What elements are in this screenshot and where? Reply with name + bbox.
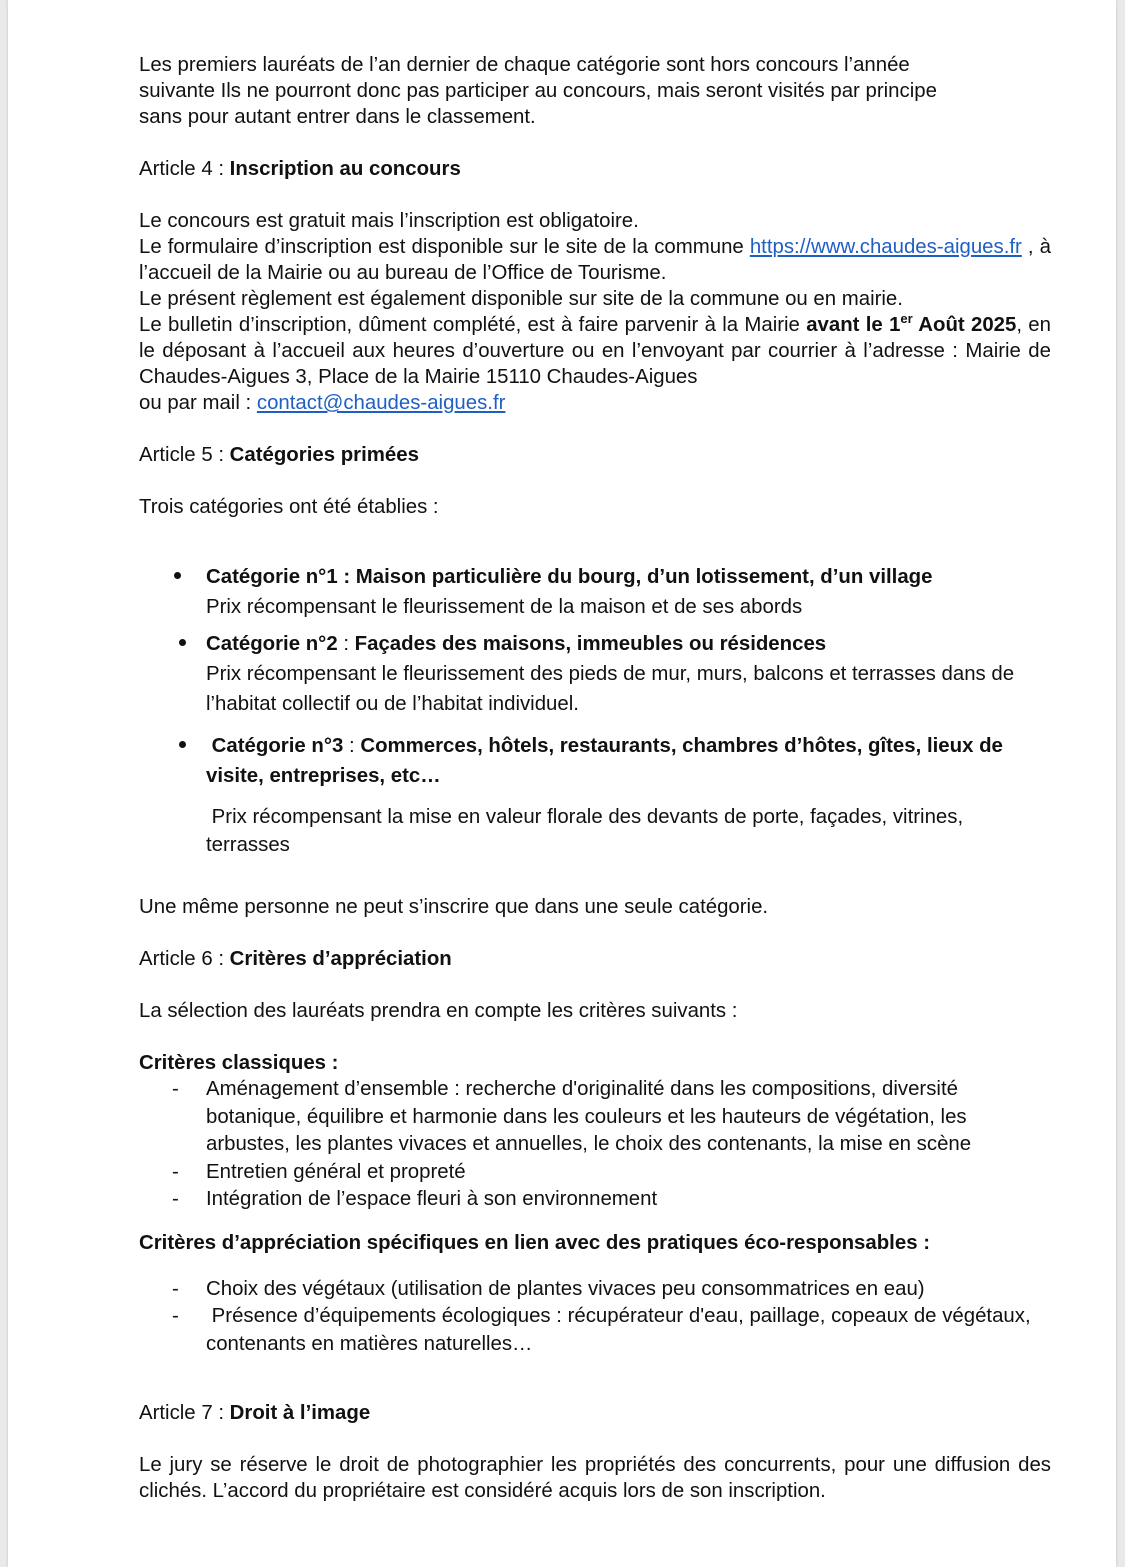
article-7-heading: [139, 1400, 1051, 1426]
article-6-heading: [139, 946, 1051, 972]
article-4-paragraph-5: [139, 390, 1051, 416]
article-5-heading: [139, 442, 1051, 468]
bullet-icon: [179, 741, 186, 748]
criterion-text: Présence d’équipements écologiques : récupérateur d'eau, paillage, copeaux de végétaux, contenants en matières naturelles…: [206, 1305, 1037, 1355]
article-4-paragraph-3: Le présent règlement est également disponible sur site de la commune ou en mairie.: [139, 288, 903, 310]
dash-icon: -: [172, 1188, 179, 1210]
document-content: [139, 52, 1051, 1504]
list-item: [139, 1303, 1051, 1358]
article-4-p2-after: , à l’accueil de la Mairie ou au bureau de l’Office de Tourisme.: [139, 236, 1051, 284]
category-2-title: Catégorie n°2 : Façades des maisons, immeubles ou résidences: [206, 633, 827, 655]
criterion-text: Choix des végétaux (utilisation de plantes vivaces peu consommatrices en eau): [206, 1277, 925, 1300]
classic-criteria-list: [139, 1076, 1051, 1214]
article-6-title: Critères d’appréciation: [229, 948, 452, 970]
article-4-paragraph-2: [139, 234, 1051, 286]
criterion-text: Aménagement d’ensemble : recherche d'originalité dans les compositions, diversité botanique, équilibre et harmonie dans les couleurs et les hauteurs de végétation, les arbustes, les plantes vivaces et annuelles, le choix des contenants, la mise en scène: [206, 1078, 972, 1155]
intro-line-2: suivante Ils ne pourront donc pas participer au concours, mais seront visités par principe: [139, 80, 937, 102]
article-7-title: Droit à l’image: [229, 1402, 371, 1424]
commune-website-link[interactable]: https://www.chaudes-aigues.fr: [749, 236, 1022, 258]
article-4-paragraph-1: Le concours est gratuit mais l’inscription est obligatoire.: [139, 210, 639, 232]
article-6-intro: La sélection des lauréats prendra en compte les critères suivants :: [139, 1000, 738, 1022]
bullet-icon: [174, 572, 181, 579]
article-5-title: Catégories primées: [229, 444, 419, 466]
criterion-text: Entretien général et propreté: [206, 1160, 466, 1183]
article-4-title: Inscription au concours: [229, 158, 461, 180]
list-item: [139, 562, 1051, 622]
article-4-p5-text: ou par mail :: [139, 392, 257, 414]
dash-icon: -: [172, 1078, 179, 1100]
dash-icon: -: [172, 1305, 179, 1327]
dash-icon: -: [172, 1277, 179, 1300]
article-4-p4-text: Le bulletin d’inscription, dûment complété, est à faire parvenir à la Mairie: [139, 314, 807, 336]
list-item: [139, 1076, 1051, 1159]
bullet-icon: [179, 639, 186, 646]
article-4-p2-text: Le formulaire d’inscription est disponible sur le site de la commune: [139, 236, 750, 258]
list-item: [139, 1159, 1051, 1187]
article-4-p4-after: , en le déposant à l’accueil aux heures d’ouverture ou en l’envoyant par courrier à l’adresse : Mairie de Chaudes-Aigues 3, Place de la Mairie 15110 Chaudes-Aigues: [139, 314, 1051, 388]
contact-email-link[interactable]: contact@chaudes-aigues.fr: [256, 392, 506, 414]
article-4-heading: [139, 156, 1051, 182]
single-category-note: Une même personne ne peut s’inscrire que dans une seule catégorie.: [139, 896, 769, 918]
intro-line-3: sans pour autant entrer dans le classement.: [139, 106, 536, 128]
classic-criteria-title: Critères classiques :: [139, 1052, 339, 1074]
eco-criteria-list: [139, 1276, 1051, 1359]
list-item: [139, 731, 1051, 859]
intro-line-1: Les premiers lauréats de l’an dernier de chaque catégorie sont hors concours l’année: [139, 54, 910, 76]
category-1-desc: Prix récompensant le fleurissement de la maison et de ses abords: [206, 596, 803, 618]
article-6-prefix: Article 6 :: [139, 948, 230, 970]
category-3-title: Catégorie n°3 : Commerces, hôtels, restaurants, chambres d’hôtes, gîtes, lieux de visite, entreprises, etc…: [206, 735, 1003, 787]
list-item: [139, 629, 1051, 719]
list-item: [139, 1186, 1051, 1214]
document-page: [8, 0, 1116, 1567]
article-5-prefix: Article 5 :: [139, 444, 230, 466]
category-2-desc: Prix récompensant le fleurissement des pieds de mur, murs, balcons et terrasses dans de l’habitat collectif ou de l’habitat individuel.: [206, 663, 1015, 715]
article-7-prefix: Article 7 :: [139, 1402, 230, 1424]
deadline-date: avant le 1er Août 2025: [806, 311, 1017, 336]
category-list: [139, 562, 1051, 859]
eco-criteria-title: Critères d’appréciation spécifiques en lien avec des pratiques éco-responsables :: [139, 1231, 930, 1254]
article-7-text: Le jury se réserve le droit de photographier les propriétés des concurrents, pour une diffusion des clichés. L’accord du propriétaire est considéré acquis lors de son inscription.: [139, 1454, 1051, 1502]
dash-icon: -: [172, 1160, 179, 1183]
category-3-desc: Prix récompensant la mise en valeur florale des devants de porte, façades, vitrines, terrasses: [206, 806, 969, 856]
list-item: [139, 1276, 1051, 1304]
category-1-title: Catégorie n°1 : Maison particulière du bourg, d’un lotissement, d’un village: [206, 566, 933, 588]
criterion-text: Intégration de l’espace fleuri à son environnement: [206, 1188, 658, 1210]
article-4-prefix: Article 4 :: [139, 158, 230, 180]
article-4-paragraph-4: [139, 312, 1051, 390]
article-5-intro: Trois catégories ont été établies :: [139, 496, 439, 518]
